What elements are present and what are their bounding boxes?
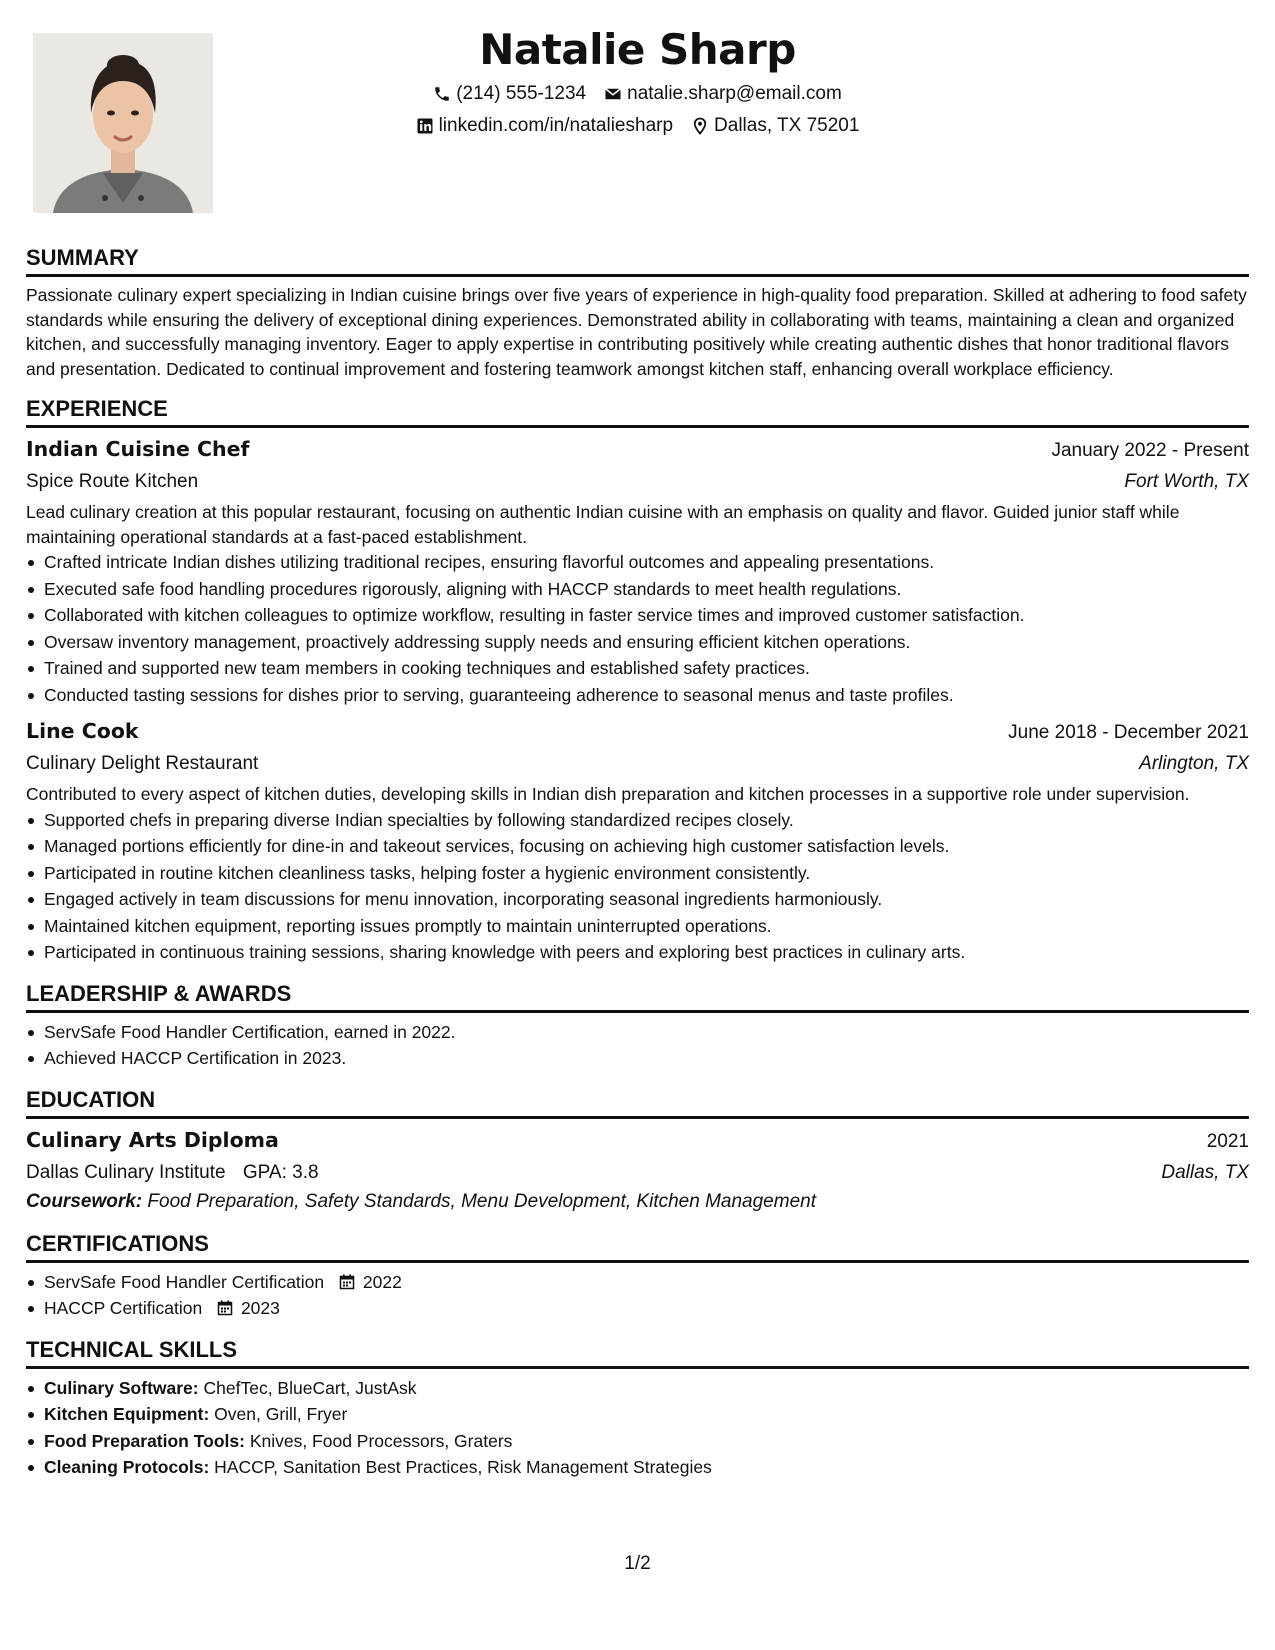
skill-label: Food Preparation Tools: (44, 1430, 245, 1451)
list-item: ServSafe Food Handler Certification, earned in 2022. (26, 1019, 1249, 1046)
coursework-label: Coursework: (26, 1190, 143, 1212)
phone-icon (433, 85, 451, 103)
list-item (26, 1269, 1249, 1296)
job-dates: June 2018 - December 2021 (1008, 722, 1249, 743)
job-entry (26, 716, 1249, 966)
list-item (26, 1375, 1249, 1402)
location-text: Dallas, TX 75201 (714, 115, 860, 136)
leadership-section (26, 980, 1249, 1072)
envelope-icon (604, 85, 622, 103)
certifications-list (26, 1269, 1249, 1322)
skill-label: Cleaning Protocols: (44, 1457, 210, 1477)
job-bullets (26, 807, 1249, 966)
linkedin-text[interactable]: linkedin.com/in/nataliesharp (438, 115, 674, 136)
contact-row-1 (0, 78, 1275, 110)
list-item: Managed portions efficiently for dine-in and takeout services, focusing on achieving high customer satisfaction levels. (26, 833, 1249, 860)
linkedin-icon (416, 117, 434, 135)
resume-body (26, 244, 1249, 1495)
phone-text: (214) 555-1234 (456, 83, 587, 104)
list-item: Engaged actively in team discussions for menu innovation, incorporating seasonal ingredients harmoniously. (26, 886, 1249, 913)
education-heading: EDUCATION (26, 1086, 1249, 1119)
summary-text: Passionate culinary expert specializing in Indian cuisine brings over five years of experience in high-quality food preparation. Skilled at adhering to food safety standards while ensuring the delivery of exceptional dining experiences. Demonstrated ability in collaborating with teams, maintaining a clean and organized kitchen, and successfully managing inventory. Eager to apply expertise in contributing positively while creating authentic dishes that honor traditional flavors and presentation. Dedicated to continual improvement and fostering teamwork amongst kitchen staff, enhancing overall workplace efficiency. (26, 285, 1247, 379)
skill-value: Oven, Grill, Fryer (214, 1404, 348, 1424)
degree-title: Culinary Arts Diploma (26, 1127, 279, 1152)
candidate-name: Natalie Sharp (479, 25, 796, 74)
summary-section (26, 244, 1249, 381)
list-item: Participated in routine kitchen cleanliness tasks, helping foster a hygienic environment consistently. (26, 860, 1249, 887)
calendar-icon (217, 1300, 233, 1316)
job-description: Lead culinary creation at this popular restaurant, focusing on authentic Indian cuisine with an emphasis on quality and flavor. Guided junior staff while maintaining operational standards at a fast-paced establishment. (26, 502, 1180, 547)
contact-email[interactable] (604, 78, 842, 110)
coursework-line (26, 1188, 1249, 1216)
skills-section (26, 1336, 1249, 1481)
job-company: Spice Route Kitchen (26, 471, 199, 492)
list-item (26, 1428, 1249, 1455)
contact-row-2 (0, 110, 1275, 142)
list-item: Conducted tasting sessions for dishes prior to serving, guaranteeing adherence to seasonal menus and taste profiles. (26, 682, 1249, 709)
leadership-heading: LEADERSHIP & AWARDS (26, 980, 1249, 1013)
page-number: 1/2 (624, 1553, 651, 1574)
certifications-heading: CERTIFICATIONS (26, 1230, 1249, 1263)
cert-name: HACCP Certification (44, 1298, 203, 1318)
list-item: Supported chefs in preparing diverse Indian specialties by following standardized recipes closely. (26, 807, 1249, 834)
resume-header (0, 22, 1275, 142)
calendar-icon (339, 1274, 355, 1290)
skill-label: Kitchen Equipment: (44, 1404, 210, 1424)
skill-label: Culinary Software: (44, 1377, 199, 1398)
list-item (26, 1454, 1249, 1481)
list-item: Oversaw inventory management, proactively addressing supply needs and ensuring efficient kitchen operations. (26, 629, 1249, 656)
coursework-text: Food Preparation, Safety Standards, Menu Development, Kitchen Management (147, 1190, 816, 1212)
job-title: Indian Cuisine Chef (26, 437, 250, 461)
skill-value: Knives, Food Processors, Graters (249, 1430, 513, 1451)
job-location: Arlington, TX (1139, 753, 1249, 774)
leadership-list (26, 1019, 1249, 1072)
certifications-section (26, 1230, 1249, 1322)
job-description: Contributed to every aspect of kitchen duties, developing skills in Indian dish preparation and kitchen processes in a supportive role under supervision. (26, 784, 1190, 804)
summary-heading: SUMMARY (26, 244, 1249, 277)
job-location: Fort Worth, TX (1124, 471, 1249, 492)
contact-location (691, 110, 859, 142)
skill-value: ChefTec, BlueCart, JustAsk (203, 1377, 417, 1398)
cert-year: 2022 (362, 1271, 402, 1292)
list-item: Maintained kitchen equipment, reporting issues promptly to maintain uninterrupted operations. (26, 913, 1249, 940)
education-section (26, 1086, 1249, 1216)
email-text[interactable]: natalie.sharp@email.com (627, 83, 842, 104)
skills-heading: TECHNICAL SKILLS (26, 1336, 1249, 1369)
list-item: Trained and supported new team members in cooking techniques and established safety practices. (26, 655, 1249, 682)
cert-year: 2023 (240, 1298, 280, 1318)
list-item: Executed safe food handling procedures rigorously, aligning with HACCP standards to meet health regulations. (26, 576, 1249, 603)
list-item (26, 1401, 1249, 1428)
job-title: Line Cook (26, 719, 139, 743)
skills-list (26, 1375, 1249, 1481)
degree-year: 2021 (1206, 1130, 1249, 1152)
gpa-text: GPA: 3.8 (242, 1161, 319, 1183)
job-dates: January 2022 - Present (1051, 440, 1249, 461)
job-entry (26, 434, 1249, 708)
experience-section (26, 395, 1249, 966)
experience-heading: EXPERIENCE (26, 395, 1249, 428)
contact-linkedin[interactable] (416, 110, 673, 142)
job-company: Culinary Delight Restaurant (26, 753, 259, 774)
list-item: Achieved HACCP Certification in 2023. (26, 1045, 1249, 1072)
school-location: Dallas, TX (1161, 1161, 1249, 1183)
list-item: Collaborated with kitchen colleagues to optimize workflow, resulting in faster service times and improved customer satisfaction. (26, 602, 1249, 629)
contact-phone (433, 78, 586, 110)
school-name: Dallas Culinary Institute (26, 1161, 226, 1183)
skill-value: HACCP, Sanitation Best Practices, Risk Management Strategies (214, 1457, 712, 1477)
list-item: Crafted intricate Indian dishes utilizing traditional recipes, ensuring flavorful outcomes and appealing presentations. (26, 549, 1249, 576)
list-item: Participated in continuous training sessions, sharing knowledge with peers and exploring best practices in culinary arts. (26, 939, 1249, 966)
cert-name: ServSafe Food Handler Certification (44, 1271, 325, 1292)
job-bullets (26, 549, 1249, 708)
map-pin-icon (691, 117, 709, 135)
list-item (26, 1295, 1249, 1322)
